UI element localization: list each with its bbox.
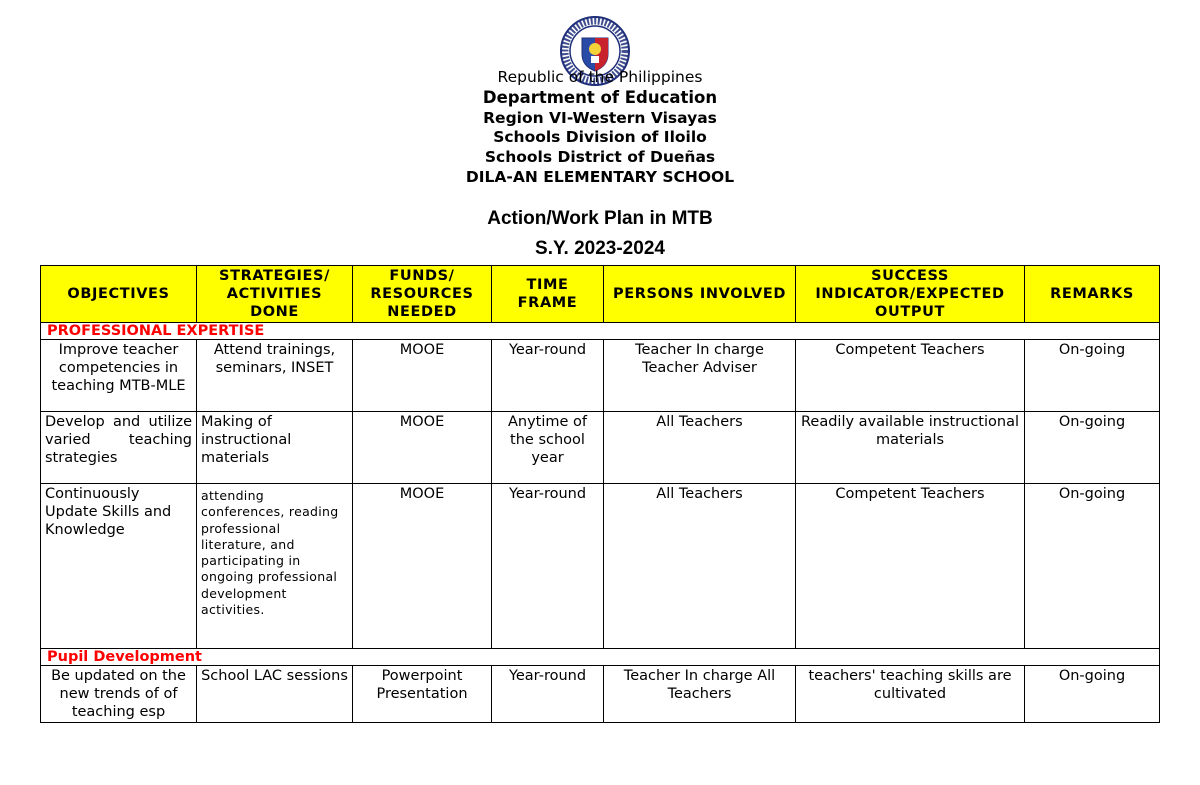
table-cell: On-going <box>1025 340 1160 412</box>
col-remarks: REMARKS <box>1025 266 1160 323</box>
table-cell: Year-round <box>492 340 604 412</box>
table-cell: Teacher In charge Teacher Adviser <box>604 340 796 412</box>
table-row <box>41 666 1160 723</box>
header-district: Schools District of Dueñas <box>484 148 716 166</box>
section-professional-expertise: PROFESSIONAL EXPERTISE <box>41 323 1160 340</box>
table-cell: attending conferences, reading professional literature, and participating in ongoing professional development activities. <box>197 484 353 649</box>
document-title: Action/Work Plan in MTB <box>487 208 713 229</box>
table-cell: All Teachers <box>604 412 796 484</box>
col-strategies: STRATEGIES/ ACTIVITIES DONE <box>197 266 353 323</box>
section-pupil-development: Pupil Development <box>41 649 1160 666</box>
col-success-indicator: SUCCESS INDICATOR/EXPECTED OUTPUT <box>796 266 1025 323</box>
table-cell: On-going <box>1025 412 1160 484</box>
table-row <box>41 340 1160 412</box>
table-cell: Year-round <box>492 484 604 649</box>
table-cell: All Teachers <box>604 484 796 649</box>
col-time-frame: TIME FRAME <box>492 266 604 323</box>
school-year: S.Y. 2023-2024 <box>535 238 665 259</box>
table-cell: Competent Teachers <box>796 340 1025 412</box>
table-cell: teachers' teaching skills are cultivated <box>796 666 1025 723</box>
header-school: DILA-AN ELEMENTARY SCHOOL <box>465 168 735 186</box>
table-cell: Anytime of the school year <box>492 412 604 484</box>
table-row <box>41 484 1160 649</box>
col-funds: FUNDS/ RESOURCES NEEDED <box>353 266 492 323</box>
table-cell: Making of instructional materials <box>197 412 353 484</box>
table-cell: Be updated on the new trends of of teaching esp <box>41 666 197 723</box>
table-row <box>41 412 1160 484</box>
table-cell: Teacher In charge All Teachers <box>604 666 796 723</box>
table-cell: MOOE <box>353 340 492 412</box>
table-cell: School LAC sessions <box>197 666 353 723</box>
section-row <box>41 649 1160 666</box>
table-cell: Improve teacher competencies in teaching MTB-MLE <box>41 340 197 412</box>
table-cell: MOOE <box>353 484 492 649</box>
table-header-row <box>41 266 1160 323</box>
header-republic: Republic of the Philippines <box>497 68 703 86</box>
table-cell: Powerpoint Presentation <box>353 666 492 723</box>
header-region: Region VI-Western Visayas <box>483 109 717 127</box>
table-cell: MOOE <box>353 412 492 484</box>
table-cell: Readily available instructional materials <box>796 412 1025 484</box>
table-cell: On-going <box>1025 666 1160 723</box>
header-department: Department of Education <box>482 88 718 107</box>
section-row <box>41 323 1160 340</box>
table-cell: Develop and utilize varied teaching strategies <box>41 412 197 484</box>
table-cell: Competent Teachers <box>796 484 1025 649</box>
action-plan-table <box>40 265 1160 723</box>
col-persons: PERSONS INVOLVED <box>604 266 796 323</box>
table-cell: Attend trainings, seminars, INSET <box>197 340 353 412</box>
table-cell: Continuously Update Skills and Knowledge <box>41 484 197 649</box>
header-division: Schools Division of Iloilo <box>493 128 707 146</box>
table-cell: On-going <box>1025 484 1160 649</box>
col-objectives: OBJECTIVES <box>41 266 197 323</box>
table-cell: Year-round <box>492 666 604 723</box>
